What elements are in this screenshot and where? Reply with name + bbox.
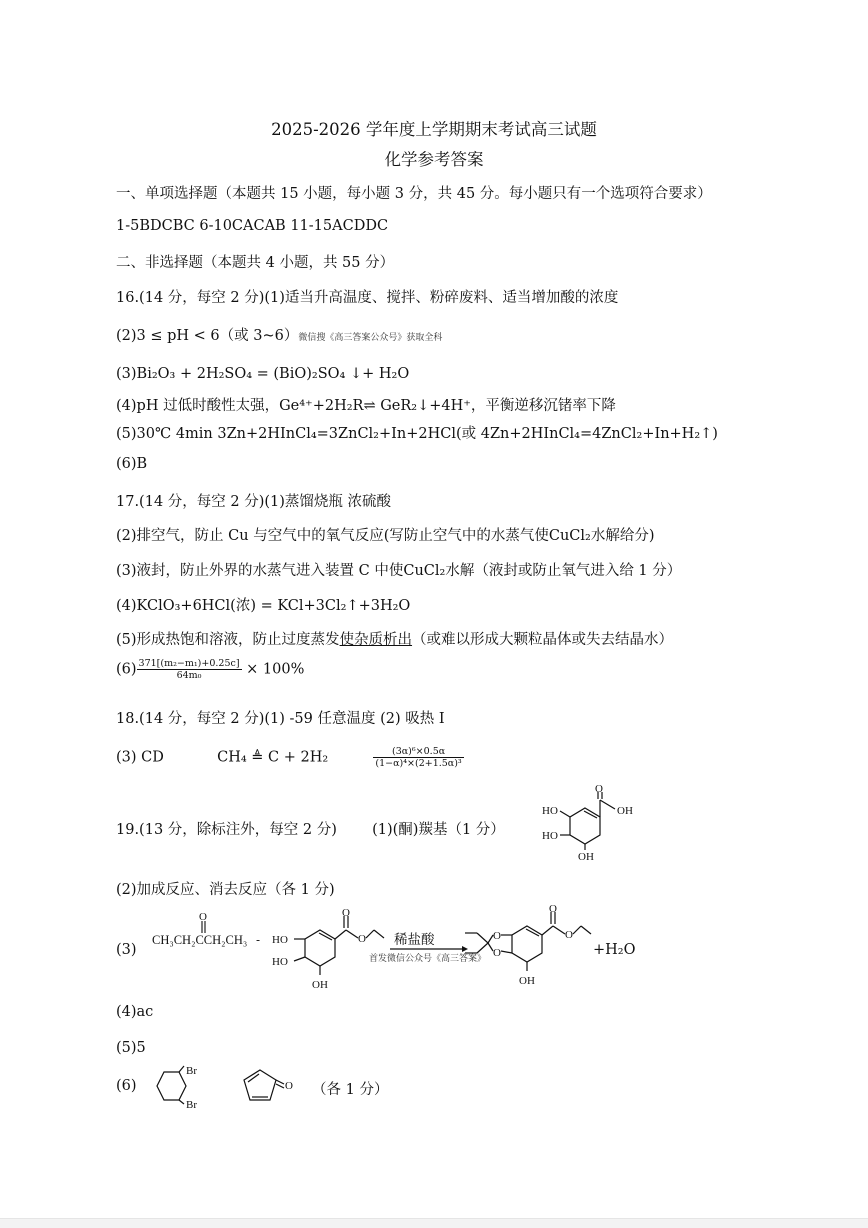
- q18-part3-equation: CH₄ ≜ C + 2H₂: [217, 749, 329, 766]
- bromine-label-2: Br: [186, 1099, 197, 1111]
- page-title: 2025-2026 学年度上学期期末考试高三试题: [271, 120, 597, 139]
- pentanone-formula: CH₃CH₂CCH₂CH₃: [152, 933, 248, 947]
- shikimate-ester-structure: [270, 908, 386, 990]
- q19-part1: [116, 818, 505, 839]
- q19-part4: (4)ac: [116, 1004, 154, 1020]
- acetal-oxygen-1: O: [493, 930, 501, 942]
- pentanone-carbonyl: [196, 912, 212, 934]
- ketone-oxygen-label: O: [285, 1080, 293, 1092]
- cyclopentadienone-structure: [240, 1066, 310, 1108]
- fraction-numerator: (3α)⁶×0.5α: [373, 746, 463, 758]
- section2-heading: 二、非选择题（本题共 4 小题，共 55 分）: [116, 255, 395, 271]
- q17-part5-underlined: 使杂质析出: [339, 632, 413, 648]
- shikimic-acid-structure: [540, 783, 660, 863]
- ester-carbonyl-oxygen: O: [342, 907, 350, 919]
- section1-answers: 1-5BDCBC 6-10CACAB 11-15ACDDC: [116, 218, 389, 234]
- ester-hydroxyl-2: HO: [272, 956, 288, 968]
- reaction-reagent: 稀盐酸: [394, 932, 435, 948]
- q19-part2: (2)加成反应、消去反应（各 1 分): [116, 882, 335, 898]
- ester-hydroxyl-3: OH: [312, 979, 328, 991]
- q16-part5: (5)30℃ 4min 3Zn+2HInCl₄=3ZnCl₂+In+2HCl(或 4Zn+2HInCl₄=4ZnCl₂+In+H₂↑): [116, 426, 718, 442]
- q17-part4: (4)KClO₃+6HCl(浓) = KCl+3Cl₂↑+3H₂O: [116, 598, 411, 614]
- q17-part2: (2)排空气，防止 Cu 与空气中的氧气反应(写防止空气中的水蒸气使CuCl₂水解给分): [116, 528, 655, 544]
- ester-hydroxyl-1: HO: [272, 934, 288, 946]
- plus-sign: -: [256, 933, 261, 947]
- q19-part1-text: 19.(13 分，除标注外，每空 2 分): [116, 822, 337, 838]
- fraction-denominator: (1−α)⁴×(2+1.5α)³: [375, 758, 462, 769]
- q18-part3-fraction: [373, 746, 463, 769]
- pentanone-oxygen-label: O: [199, 911, 207, 923]
- dibromocyclohexane-structure: [144, 1064, 214, 1110]
- hydroxyl-label-2: HO: [542, 830, 558, 842]
- q19-part5: (5)5: [116, 1040, 146, 1056]
- acetal-product-structure: [455, 903, 605, 987]
- ester-oxygen: O: [358, 933, 366, 945]
- q19-part6-note: （各 1 分）: [312, 1082, 389, 1098]
- q16-part1: 16.(14 分，每空 2 分)(1)适当升高温度、搅拌、粉碎废料、适当增加酸的浓度: [116, 290, 619, 306]
- bromine-label-1: Br: [186, 1065, 197, 1077]
- q18-part3: [116, 746, 464, 769]
- fraction-numerator: 371[(m₂−m₁)+0.25c]: [138, 658, 240, 669]
- fraction-denominator: 64m₀: [176, 670, 202, 681]
- page-bottom-bar: [0, 1218, 868, 1228]
- q16-part3: (3)Bi₂O₃ + 2H₂SO₄ = (BiO)₂SO₄ ↓+ H₂O: [116, 366, 410, 382]
- q17-part6-suffix: × 100%: [241, 661, 305, 678]
- watermark-text: 微信搜《高三答案公众号》获取全科: [298, 333, 443, 343]
- acid-oh-label: OH: [617, 805, 633, 817]
- q16-part4: (4)pH 过低时酸性太强，Ge⁴⁺+2H₂R⇌ GeR₂↓+4H⁺，平衡逆移沉锗率下降: [116, 398, 616, 414]
- product-ester-oxygen: O: [565, 929, 573, 941]
- q16-part2: [116, 324, 442, 345]
- q17-part1: 17.(14 分，每空 2 分)(1)蒸馏烧瓶 浓硫酸: [116, 494, 392, 510]
- water-product: +H₂O: [593, 942, 636, 958]
- q17-part5-text-a: (5)形成热饱和溶液，防止过度蒸发: [116, 632, 340, 648]
- q17-part6-label: (6): [116, 661, 137, 678]
- acetal-oxygen-2: O: [493, 947, 501, 959]
- watermark-text-2: 首发微信公众号《高三答案》: [369, 954, 487, 964]
- q19-part6-label: (6): [116, 1078, 137, 1094]
- page-subtitle: 化学参考答案: [384, 150, 484, 169]
- q17-part5: [116, 628, 673, 649]
- section1-heading: 一、单项选择题（本题共 15 小题，每小题 3 分，共 45 分。每小题只有一个选项符合要求）: [116, 186, 712, 202]
- q16-part6: (6)B: [116, 456, 148, 472]
- hydroxyl-label-3: OH: [578, 851, 594, 863]
- q17-part3: (3)液封，防止外界的水蒸气进入装置 C 中使CuCl₂水解（液封或防止氧气进入给 1 分）: [116, 563, 682, 579]
- product-carbonyl-oxygen: O: [549, 903, 557, 915]
- q17-part5-text-b: （或难以形成大颗粒晶体或失去结晶水）: [412, 632, 674, 648]
- carbonyl-oxygen-label: O: [595, 783, 603, 795]
- q16-part2-text: (2)3 ≤ pH < 6（或 3~6）: [116, 328, 299, 344]
- q18-part1: 18.(14 分，每空 2 分)(1) -59 任意温度 (2) 吸热 I: [116, 711, 445, 727]
- product-hydroxyl: OH: [519, 975, 535, 987]
- q17-part6: [116, 658, 304, 681]
- q17-part6-fraction: [137, 658, 242, 681]
- q19-part3-label: (3): [116, 942, 137, 958]
- hydroxyl-label-1: HO: [542, 805, 558, 817]
- q18-part3-label: (3) CD: [116, 749, 164, 766]
- q19-part1-answer: (1)(酮)羰基（1 分）: [372, 822, 505, 838]
